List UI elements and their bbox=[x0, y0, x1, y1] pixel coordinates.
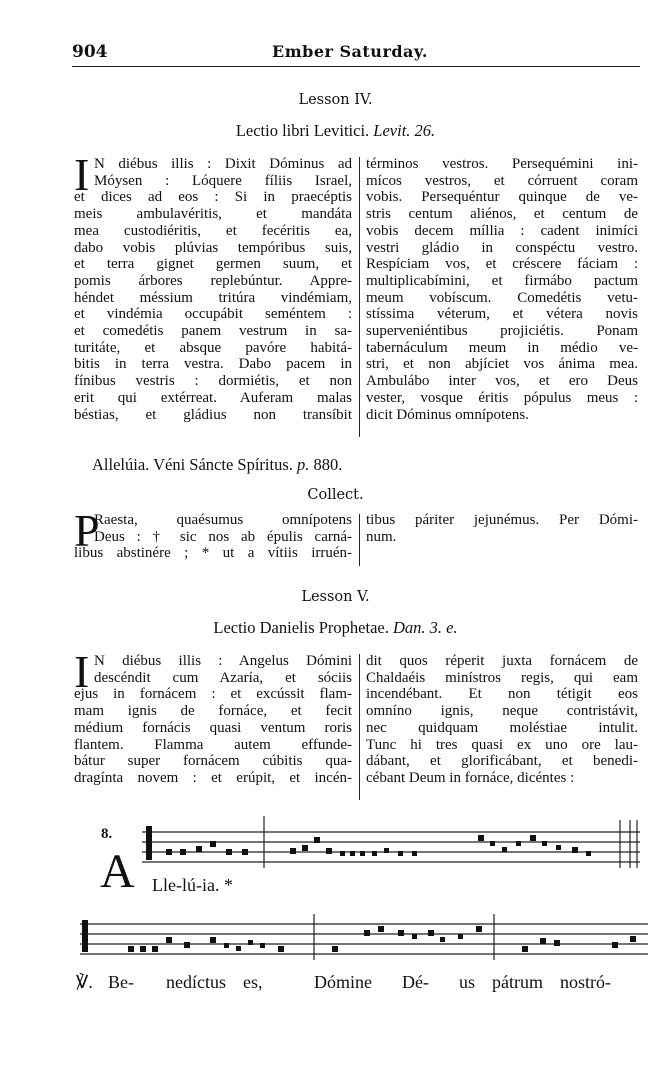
page-header bbox=[72, 40, 640, 67]
running-title: Ember Saturday. bbox=[272, 42, 428, 61]
clef-mark bbox=[146, 826, 152, 860]
alleluia-page-ref: p. bbox=[297, 455, 310, 474]
text-line: bátur super fornácem cúbitis qua- bbox=[74, 753, 352, 770]
text-line: et terra gignet germen suum, et bbox=[74, 256, 352, 273]
collect-initial: P bbox=[74, 505, 100, 556]
text-line: stíssima véterum, et vétera novis bbox=[366, 306, 638, 323]
text-line: béstias, et gládius non transíbit bbox=[74, 406, 352, 423]
text-line: dicit Dóminus omnípotens. bbox=[366, 406, 529, 423]
text-line: vobis decem míllia : cadent inimíci bbox=[366, 222, 638, 239]
text-line: dabo vobis plúvias tempóribus suis, bbox=[74, 239, 352, 256]
text-line: N diébus illis : Dixit Dóminus ad bbox=[94, 156, 352, 172]
lesson-5-right-column bbox=[366, 653, 638, 787]
text-line: et vindémia occupábit seméntem : bbox=[74, 306, 352, 323]
column-divider bbox=[359, 157, 360, 437]
text-line: flantem. Flamma autem effunde- bbox=[74, 736, 352, 753]
text-line: multiplicabímini, et firmábo pactum bbox=[366, 272, 638, 289]
lesson-4-left-column bbox=[74, 149, 352, 423]
text-line: vester, vosque éritis pópulus meus : bbox=[366, 389, 638, 406]
chant-mode: 8. bbox=[101, 826, 113, 842]
text-line: mea custodiéritis, et fecéritis ea, bbox=[74, 222, 352, 239]
lyric-word: Be- bbox=[108, 972, 134, 992]
text-line: num. bbox=[366, 528, 397, 545]
lyric-word: nostró- bbox=[560, 972, 611, 992]
text-line: cébant Deum in fornáce, dicéntes : bbox=[366, 769, 575, 786]
text-line: et dices ad eos : Si in praecéptis bbox=[74, 189, 352, 206]
lesson-4-heading: Lesson IV. bbox=[298, 92, 373, 108]
text-line: Raesta, quaésumus omnípotens bbox=[94, 512, 352, 528]
text-line: ejus in fornácem : et excússit flam- bbox=[74, 686, 352, 703]
clef-mark bbox=[82, 920, 88, 952]
alleluia-line bbox=[92, 455, 342, 475]
collect-right-column bbox=[366, 512, 638, 545]
lesson-5-reference: Dan. 3. e. bbox=[392, 618, 458, 637]
text-line: et comedétis panem vestrum in sa- bbox=[74, 323, 352, 340]
text-line: pomis árbores replebúntur. Appre- bbox=[74, 272, 352, 289]
text-line: turitáte, et absque pavóre habitá- bbox=[74, 339, 352, 356]
text-line: meis ambulavéritis, et mandáta bbox=[74, 206, 352, 223]
text-line: N diébus illis : Angelus Dómini bbox=[94, 653, 352, 669]
lyric-word: pátrum bbox=[492, 972, 543, 992]
lesson-4-right-column bbox=[366, 156, 638, 423]
text-line: vobis. Persequéntur quinque de ve- bbox=[366, 189, 638, 206]
text-line: vestri gládio in conspéctu vestro. bbox=[366, 239, 638, 256]
text-line: descéndit cum Azaría, et sóciis bbox=[94, 669, 352, 686]
lesson-5-title bbox=[0, 618, 671, 638]
chant-staff-2 bbox=[78, 912, 652, 964]
chant-staff-1 bbox=[140, 812, 652, 872]
chant-lyric-1: Lle-lú-ia. * bbox=[152, 875, 233, 895]
text-line: libus abstinére ; * ut a vítiis irruén- bbox=[74, 545, 352, 562]
text-line: mam ignis de fornáce, et fecit bbox=[74, 703, 352, 720]
alleluia-page-number: 880. bbox=[313, 455, 343, 474]
collect-left-column bbox=[74, 505, 352, 562]
lesson-4-title-text: Lectio libri Levitici. bbox=[235, 121, 370, 140]
lesson-5-initial: I bbox=[74, 646, 90, 697]
chant-initial: A bbox=[100, 845, 135, 898]
column-divider bbox=[359, 514, 360, 566]
versicle-mark: ℣. bbox=[76, 972, 93, 992]
text-line: héndet méssium tritúra vindémiam, bbox=[74, 289, 352, 306]
column-divider bbox=[359, 654, 360, 800]
text-line: fínibus vestris : dormiétis, et non bbox=[74, 373, 352, 390]
text-line: Respíciam vos, et créscere fáciam : bbox=[366, 256, 638, 273]
text-line: términos vestros. Persequémini ini- bbox=[366, 156, 638, 172]
text-line: dit quos réperit juxta fornácem de bbox=[366, 653, 638, 669]
collect-heading: Collect. bbox=[307, 487, 364, 503]
text-line: stris centum aliénos, et centum de bbox=[366, 206, 638, 223]
lesson-5-title-text: Lectio Danielis Prophetae. bbox=[213, 618, 389, 637]
lesson-5-left-column bbox=[74, 646, 352, 787]
text-line: erit qui extérreat. Auferam malas bbox=[74, 389, 352, 406]
text-line: dragínta novem : et erúpit, et incén- bbox=[74, 769, 352, 786]
text-line: Tunc hi tres quasi ex uno ore lau- bbox=[366, 736, 638, 753]
text-line: Ambulábo inter vos, et ero Deus bbox=[366, 373, 638, 390]
text-line: meum vobíscum. Comedétis vetu- bbox=[366, 289, 638, 306]
text-line: superveniéntibus projiciétis. Ponam bbox=[366, 323, 638, 340]
text-line: tabernáculum meum in médio ve- bbox=[366, 339, 638, 356]
text-line: stri, et non abjíciet vos ánima mea. bbox=[366, 356, 638, 373]
text-line: mícos vestros, et córruent coram bbox=[366, 172, 638, 189]
lyric-word: nedíctus bbox=[166, 972, 226, 992]
lesson-4-title bbox=[0, 121, 671, 141]
lyric-word: Dé- bbox=[402, 972, 429, 992]
lesson-5-heading: Lesson V. bbox=[301, 589, 370, 605]
text-line: dábant, et glorificábant, et benedi- bbox=[366, 753, 638, 770]
text-line: médium fornácis quasi ventum roris bbox=[74, 719, 352, 736]
lyric-word: es, bbox=[243, 972, 263, 992]
text-line: bitis in terra vestra. Dabo pacem in bbox=[74, 356, 352, 373]
text-line: tibus páriter jejunémus. Per Dómi- bbox=[366, 512, 638, 528]
lyric-word: us bbox=[459, 972, 476, 992]
lyric-word: Dómine bbox=[314, 972, 372, 992]
page-number: 904 bbox=[72, 42, 108, 62]
lesson-4-initial: I bbox=[74, 149, 90, 200]
text-line: omníno ignis, neque contristávit, bbox=[366, 703, 638, 720]
chant-lyric-2 bbox=[76, 972, 636, 993]
lesson-4-reference: Levit. 26. bbox=[373, 121, 436, 140]
text-line: Móysen : Lóquere fíliis Israel, bbox=[94, 172, 352, 189]
text-line: nec quidquam moléstiae intulit. bbox=[366, 719, 638, 736]
alleluia-text: Allelúia. Véni Sáncte Spíritus. bbox=[92, 455, 293, 474]
text-line: incendébant. Et non tétigit eos bbox=[366, 686, 638, 703]
text-line: Deus : † sic nos ab épulis carná- bbox=[94, 528, 352, 545]
text-line: Chaldaéis minístros regis, qui eam bbox=[366, 669, 638, 686]
